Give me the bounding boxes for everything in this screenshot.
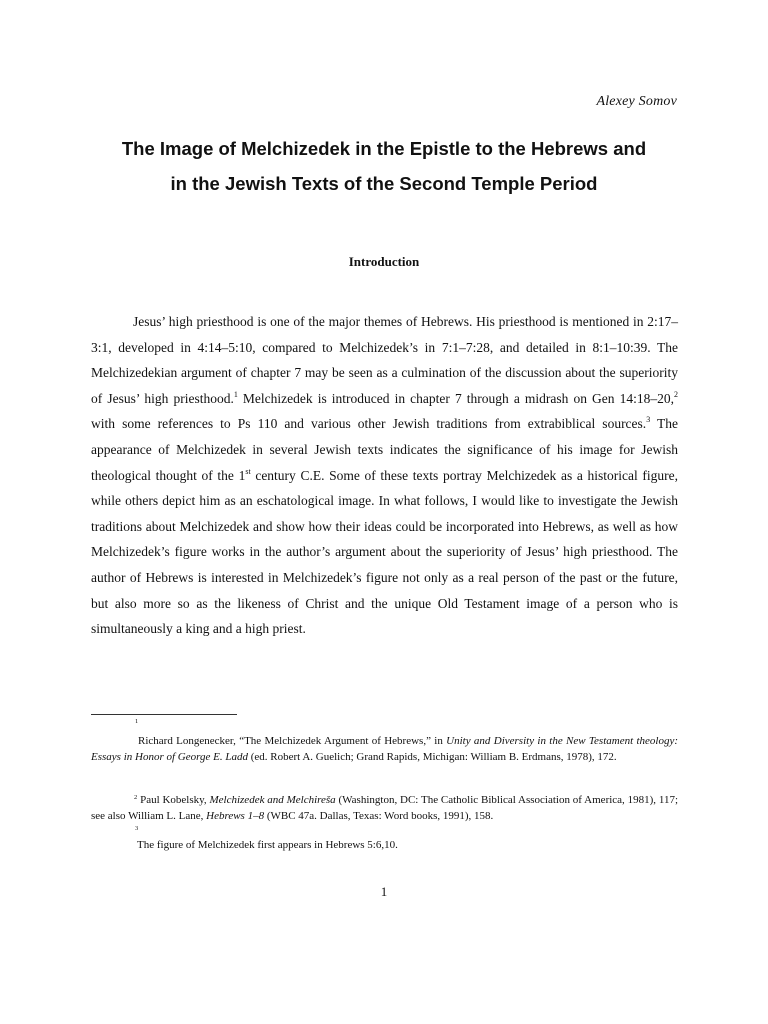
footnote-3-mark: 3 <box>135 825 139 832</box>
footnote-reference-1[interactable]: 1 <box>233 389 238 399</box>
footnote-1 <box>91 734 678 765</box>
footnote-2-mark: 2 <box>134 794 138 801</box>
paragraph-text-4: The appearance of Melchizedek in several Jewish texts indicates the significance of his image for Jewish theological thought of the 1 <box>91 416 679 483</box>
footnote-2-text-middle: (Washington, DC: The Catholic Biblical Association of America, 1981), 117; see also William L. Lane, <box>91 794 679 822</box>
footnote-3-text: The figure of Melchizedek first appears in Hebrews 5:6,10. <box>137 839 398 851</box>
body-paragraph <box>91 309 678 642</box>
page-number: 1 <box>380 884 388 899</box>
footnote-2 <box>91 793 678 824</box>
paragraph-text-1: Jesus’ high priesthood is one of the major themes of Hebrews. His priesthood is mentioned in 2:17–3:1, developed in 4:14–5:10, compared to Melchizedek’s in 7:1–7:28, and detailed in 8:1–10:39. The Melchizedekian argument of chapter 7 may be seen as a culmination of the discussion about the superiority of Jesus’ high priesthood. <box>91 314 678 406</box>
section-heading-introduction: Introduction <box>348 254 420 269</box>
footnote-2-text: Paul Kobelsky, <box>137 794 210 806</box>
paragraph-text-5: century C.E. Some of these texts portray Melchizedek as a historical figure, while others depict him as an eschatological image. In what follows, I would like to investigate the Jewish traditions about Melchizedek and show how their ideas could be incorporated into Hebrews, as well as how Melchizedek’s figure works in the author’s argument about the superiority of Jesus’ high priesthood. The author of Hebrews is interested in Melchizedek’s figure not only as a real person of the past or the future, but also more so as the likeness of Christ and the unique Old Testament image of a person who is simultaneously a king and a high priest. <box>91 467 678 637</box>
footnote-reference-2[interactable]: 2 <box>674 389 678 399</box>
paper-title <box>60 131 708 201</box>
footnote-2-book-title: Melchizedek and Melchireša <box>209 794 336 806</box>
footnote-reference-3[interactable]: 3 <box>646 415 651 425</box>
author-name: Alexey Somov <box>596 94 677 109</box>
footnote-separator <box>91 714 237 715</box>
footnote-2-series-title: Hebrews 1–8 <box>206 809 265 822</box>
footnote-3 <box>91 838 678 854</box>
footnote-1-text-end: (ed. Robert A. Guelich; Grand Rapids, Michigan: William B. Erdmans, 1978), 172. <box>247 750 617 763</box>
paper-title-line-2: in the Jewish Texts of the Second Temple Period <box>170 173 598 194</box>
paragraph-text-2: Melchizedek is introduced in chapter 7 through a midrash on Gen 14:18–20, <box>237 390 674 406</box>
footnote-2-text-end: (WBC 47a. Dallas, Texas: Word books, 1991), 158. <box>264 809 494 822</box>
footnote-1-mark: 1 <box>135 718 139 725</box>
paragraph-text-3: with some references to Ps 110 and various other Jewish traditions from extrabiblical sources. <box>91 416 647 432</box>
ordinal-superscript: st <box>245 466 251 476</box>
footnote-1-text: Richard Longenecker, “The Melchizedek Argument of Hebrews,” in <box>138 735 447 747</box>
paper-title-line-1: The Image of Melchizedek in the Epistle to the Hebrews and <box>121 138 647 159</box>
footnote-1-book-title: Unity and Diversity in the New Testament theology: Essays in Honor of George E. Ladd <box>91 735 678 763</box>
